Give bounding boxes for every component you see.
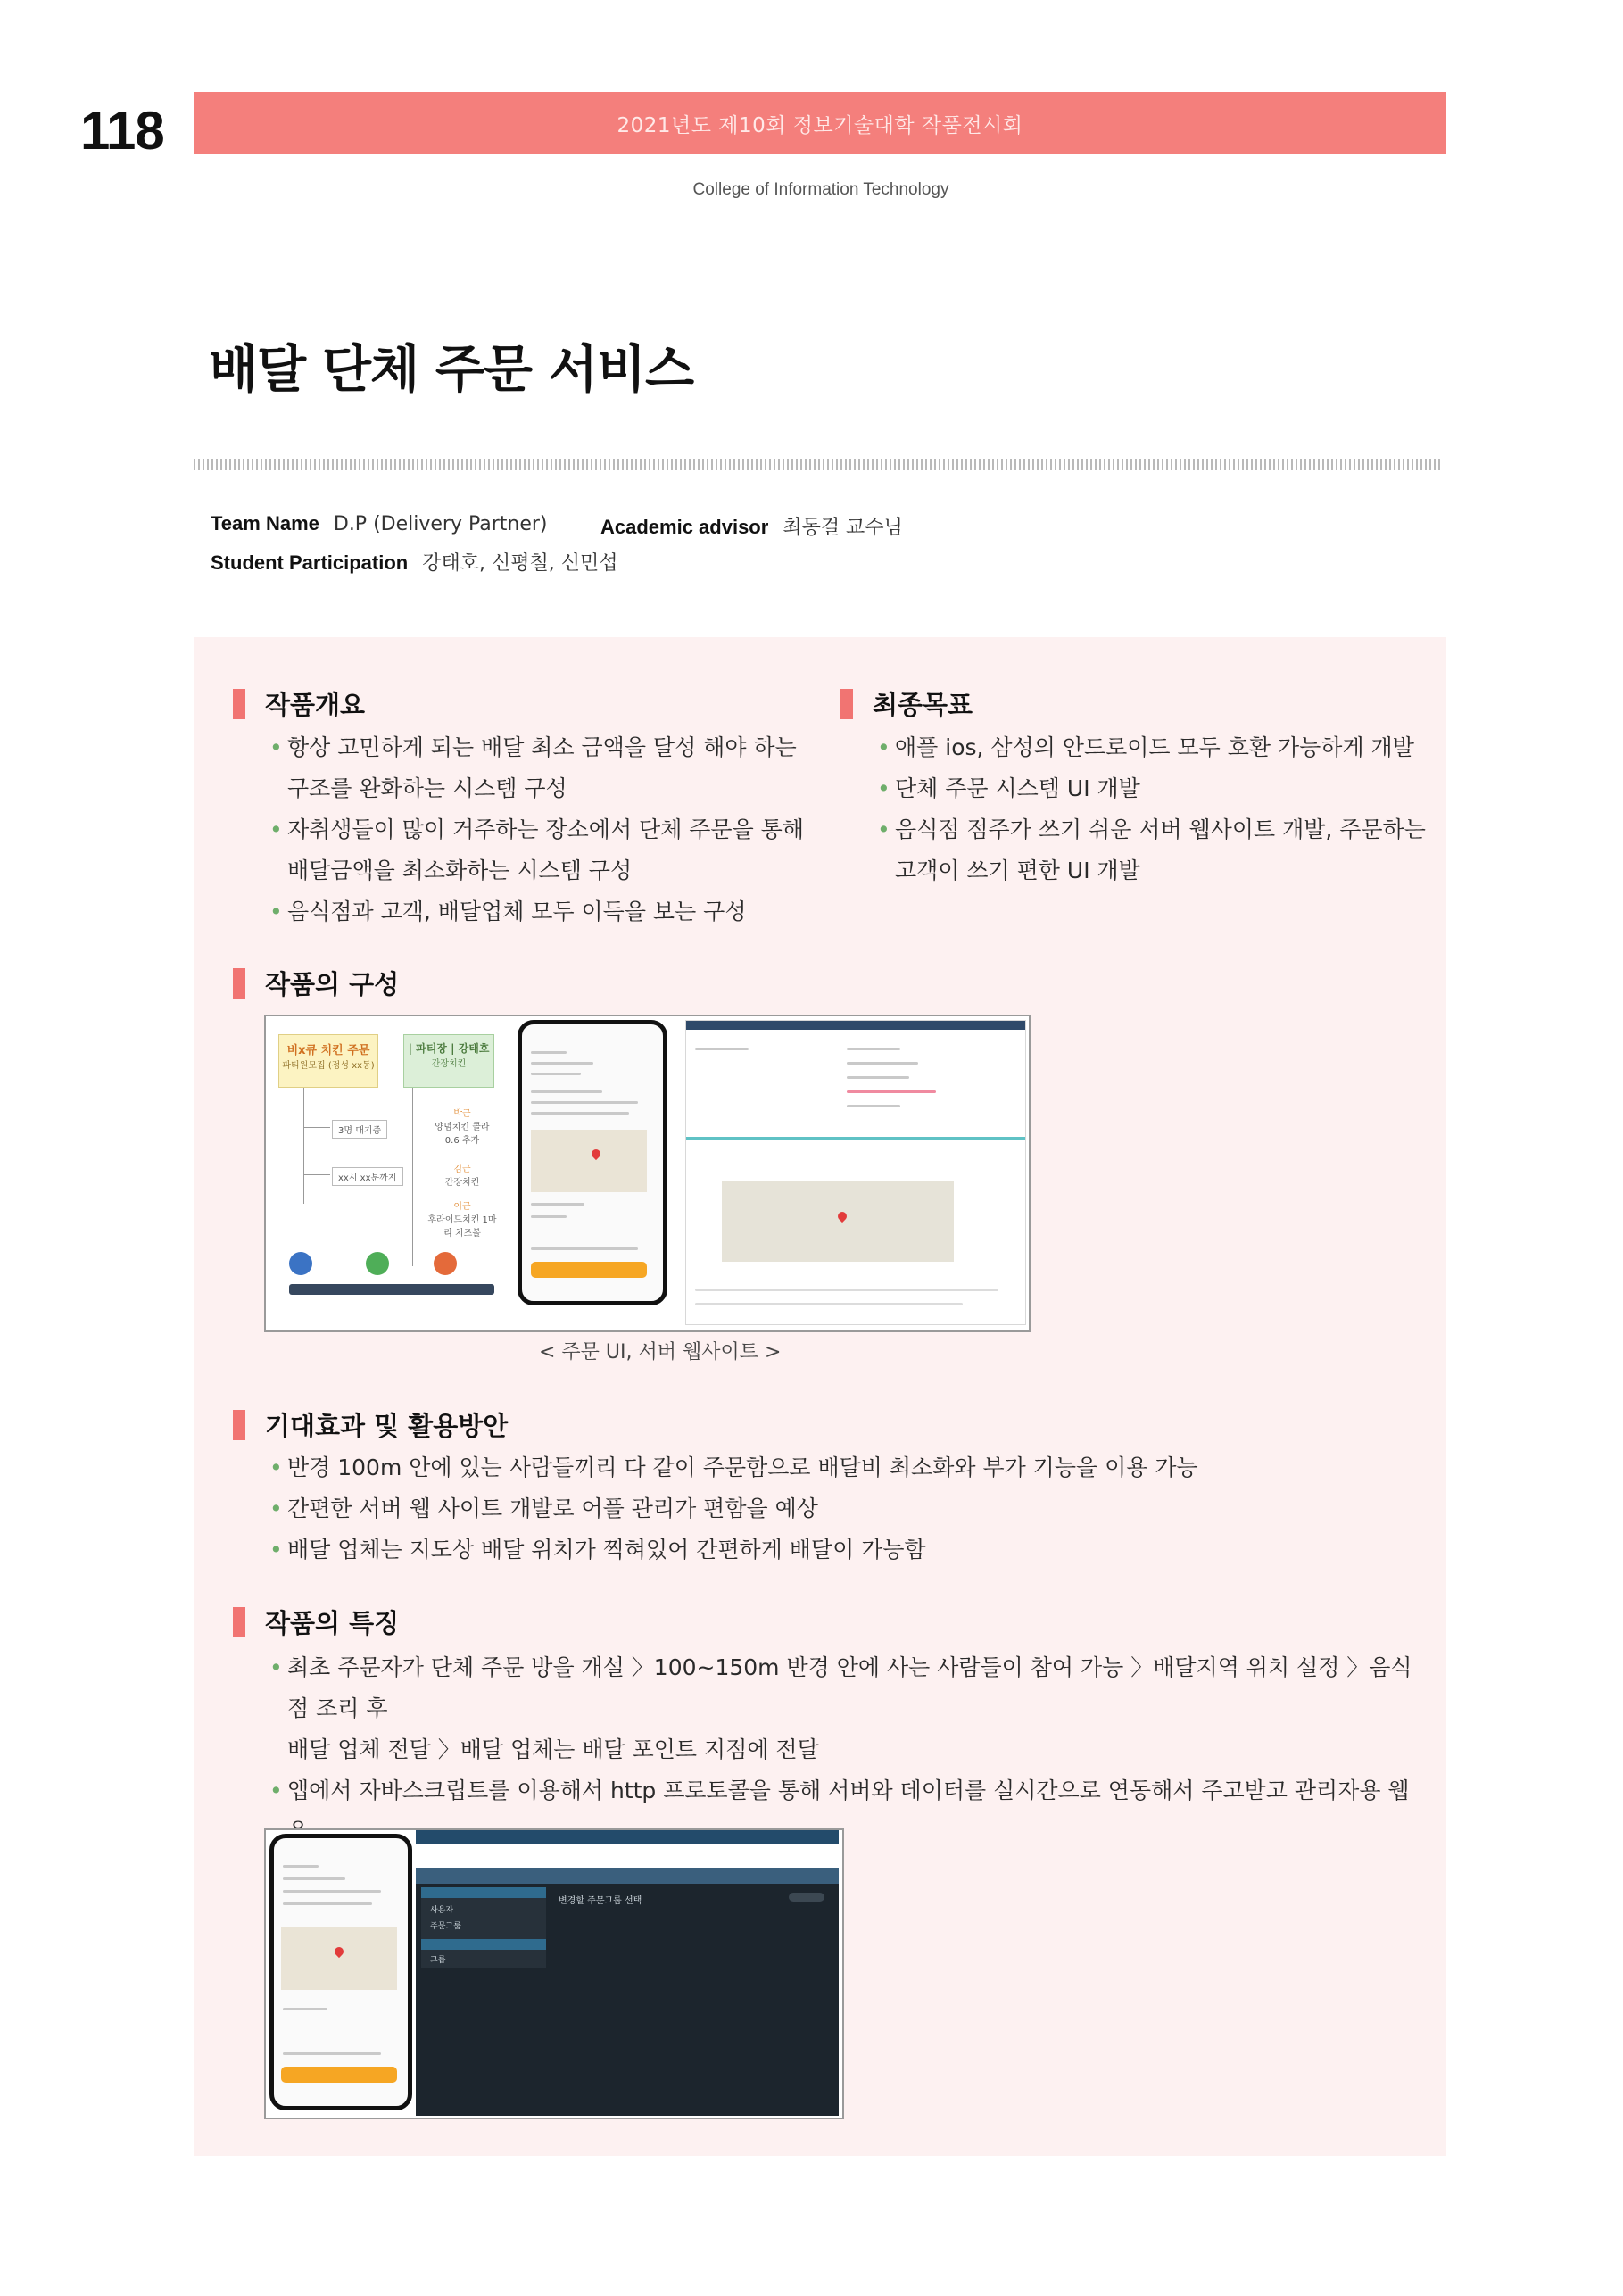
tree-line — [303, 1174, 330, 1175]
students-value: 강태호, 신평철, 신민섭 — [422, 552, 618, 575]
list-item-cont: 구조를 완화하는 시스템 구성 — [287, 775, 567, 801]
avatar-icon — [289, 1252, 312, 1275]
text-line — [531, 1101, 638, 1104]
text-line — [847, 1105, 900, 1107]
party-box — [403, 1034, 494, 1088]
list-item: • 앱에서 자바스크립트를 이용해서 http 프로토콜을 통해 서버와 데이터를 실시간으로 연동해서 주고받고 관리자용 웹 — [269, 1770, 1429, 1853]
academic-advisor — [600, 512, 903, 540]
heading-bar — [233, 968, 245, 999]
text-line — [847, 1090, 936, 1093]
member-3 — [426, 1198, 498, 1239]
menu-group: 그룹 — [430, 1956, 446, 1965]
goal-heading: 최종목표 — [873, 690, 973, 720]
order-sub: 파티원모집 (정성 xx동) — [282, 1061, 375, 1071]
text-line — [531, 1051, 567, 1054]
advisor-value: 최동걸 교수님 — [783, 517, 903, 539]
member-2 — [426, 1161, 498, 1188]
admin-sidebar — [421, 1887, 546, 1968]
section-heading-composition — [233, 965, 399, 1001]
goal-list — [877, 727, 1439, 891]
effects-list — [269, 1447, 1429, 1571]
list-item: • 최초 주문자가 단체 주문 방을 개설 〉100~150m 반경 안에 사는 사람들이 참여 가능 〉배달지역 위치 설정 〉음식점 조리 후 — [269, 1647, 1429, 1729]
advisor-label: Academic advisor — [600, 516, 769, 538]
admin-topbar — [416, 1830, 839, 1844]
avatar-icon — [434, 1252, 457, 1275]
party-sub: 간장치킨 — [431, 1059, 467, 1069]
heading-bar — [233, 1607, 245, 1637]
phone-mockup — [269, 1834, 412, 2110]
member-1 — [426, 1106, 498, 1146]
section-heading-goal — [840, 685, 973, 722]
map-pin-icon — [333, 1945, 345, 1958]
text-line — [531, 1247, 638, 1250]
text-line — [283, 2052, 381, 2055]
member-1-item: 양념치킨 콜라 0.6 추가 — [435, 1123, 490, 1146]
member-1-name: 박근 — [453, 1109, 471, 1119]
section-heading-effects — [233, 1406, 508, 1443]
map-thumbnail — [281, 1927, 397, 1990]
list-item: • 간편한 서버 웹 사이트 개발로 어플 관리가 편함을 예상 — [269, 1488, 1429, 1529]
student-participation — [211, 548, 618, 576]
order-button — [531, 1262, 647, 1278]
hatched-divider — [194, 459, 1440, 470]
list-item: • 항상 고민하게 되는 배달 최소 금액을 달성 해야 하는 — [269, 727, 840, 768]
list-item-cont: 고객이 쓰기 편한 UI 개발 — [895, 858, 1140, 883]
text-line — [531, 1215, 567, 1218]
tree-line — [412, 1088, 413, 1266]
member-2-item: 간장치킨 — [444, 1178, 480, 1188]
add-button — [789, 1893, 824, 1902]
text-line — [531, 1062, 593, 1065]
header-band — [194, 92, 1446, 154]
member-3-name: 이근 — [453, 1202, 471, 1212]
figure-caption: < 주문 UI, 서버 웹사이트 > — [539, 1341, 782, 1364]
text-line — [695, 1048, 749, 1050]
features-heading: 작품의 특징 — [265, 1608, 400, 1638]
heading-bar — [840, 689, 853, 719]
member-3-item: 후라이드치킨 1마리 치즈볼 — [427, 1215, 497, 1239]
text-line — [283, 1902, 372, 1905]
admin-header — [416, 1844, 839, 1868]
list-item-cont: 배달 업체 전달 〉배달 업체는 배달 포인트 지점에 전달 — [287, 1737, 819, 1762]
text-line — [695, 1289, 998, 1291]
text-line — [531, 1073, 581, 1075]
web-divider — [686, 1137, 1025, 1140]
admin-breadcrumb — [416, 1868, 839, 1884]
tree-line — [303, 1088, 304, 1204]
text-line — [847, 1076, 909, 1079]
map-thumbnail — [531, 1130, 647, 1192]
text-line — [847, 1062, 918, 1065]
overview-list — [269, 727, 840, 932]
member-label: xx시 xx분까지 — [332, 1167, 403, 1186]
college-label: College of Information Technology — [692, 180, 949, 199]
heading-bar — [233, 1410, 245, 1440]
web-topbar — [686, 1021, 1025, 1030]
admin-web-mockup — [416, 1830, 839, 2116]
map-pin-icon — [590, 1148, 602, 1160]
text-line — [531, 1203, 584, 1206]
page-title: 배달 단체 주문 서비스 — [209, 340, 694, 399]
section-heading-features — [233, 1604, 399, 1640]
order-box — [278, 1034, 378, 1088]
team-value: D.P (Delivery Partner) — [333, 513, 548, 535]
member-2-name: 김근 — [453, 1165, 471, 1174]
section-heading-overview — [233, 685, 365, 722]
order-button — [281, 2067, 397, 2083]
map-pin-icon — [836, 1210, 849, 1223]
summary-bar — [289, 1284, 494, 1295]
text-line — [531, 1090, 602, 1093]
menu-order-group: 주문그룹 — [430, 1922, 461, 1931]
features-figure — [264, 1828, 844, 2119]
phone-mockup — [518, 1020, 667, 1305]
avatar-icon — [366, 1252, 389, 1275]
text-line — [283, 1877, 345, 1880]
composition-figure — [264, 1015, 1031, 1332]
server-website-mockup — [685, 1020, 1026, 1325]
effects-heading: 기대효과 및 활용방안 — [265, 1411, 509, 1441]
text-line — [283, 2008, 327, 2010]
header-band-text: 2021년도 제10회 정보기술대학 작품전시회 — [617, 113, 1023, 137]
text-line — [283, 1865, 319, 1868]
sidebar-header — [421, 1887, 546, 1898]
list-item: • 반경 100m 안에 있는 사람들끼리 다 같이 주문함으로 배달비 최소화와 부가 기능을 이용 가능 — [269, 1447, 1429, 1488]
order-title: 비x큐 치킨 주문 — [286, 1044, 370, 1057]
team-label: Team Name — [211, 512, 319, 535]
list-item: • 자취생들이 많이 거주하는 장소에서 단체 주문을 통해 — [269, 809, 840, 850]
web-map — [722, 1181, 954, 1262]
list-item: • 음식점 점주가 쓰기 쉬운 서버 웹사이트 개발, 주문하는 — [877, 809, 1439, 850]
party-title: | 파티장 | 강태호 — [408, 1042, 490, 1055]
page-number: 118 — [80, 101, 164, 161]
order-diagram — [277, 1027, 509, 1297]
list-item: • 음식점과 고객, 배달업체 모두 이득을 보는 구성 — [269, 891, 840, 932]
tree-line — [303, 1127, 330, 1128]
text-line — [695, 1303, 963, 1305]
overview-heading: 작품개요 — [265, 690, 366, 720]
admin-panel-title: 변경할 주문그룹 선택 — [559, 1896, 642, 1906]
text-line — [531, 1112, 629, 1115]
heading-bar — [233, 689, 245, 719]
list-item: • 배달 업체는 지도상 배달 위치가 찍혀있어 간편하게 배달이 가능함 — [269, 1529, 1429, 1571]
text-line — [847, 1048, 900, 1050]
students-label: Student Participation — [211, 551, 409, 574]
menu-users: 사용자 — [430, 1906, 454, 1915]
list-item: • 단체 주문 시스템 UI 개발 — [877, 768, 1439, 809]
list-item-cont: 배달금액을 최소화하는 시스템 구성 — [287, 858, 633, 883]
composition-heading: 작품의 구성 — [265, 969, 400, 999]
list-item: • 애플 ios, 삼성의 안드로이드 모두 호환 가능하게 개발 — [877, 727, 1439, 768]
text-line — [283, 1890, 381, 1893]
sidebar-header — [421, 1939, 546, 1950]
team-name — [211, 512, 548, 535]
wait-label: 3명 대기중 — [332, 1120, 387, 1139]
